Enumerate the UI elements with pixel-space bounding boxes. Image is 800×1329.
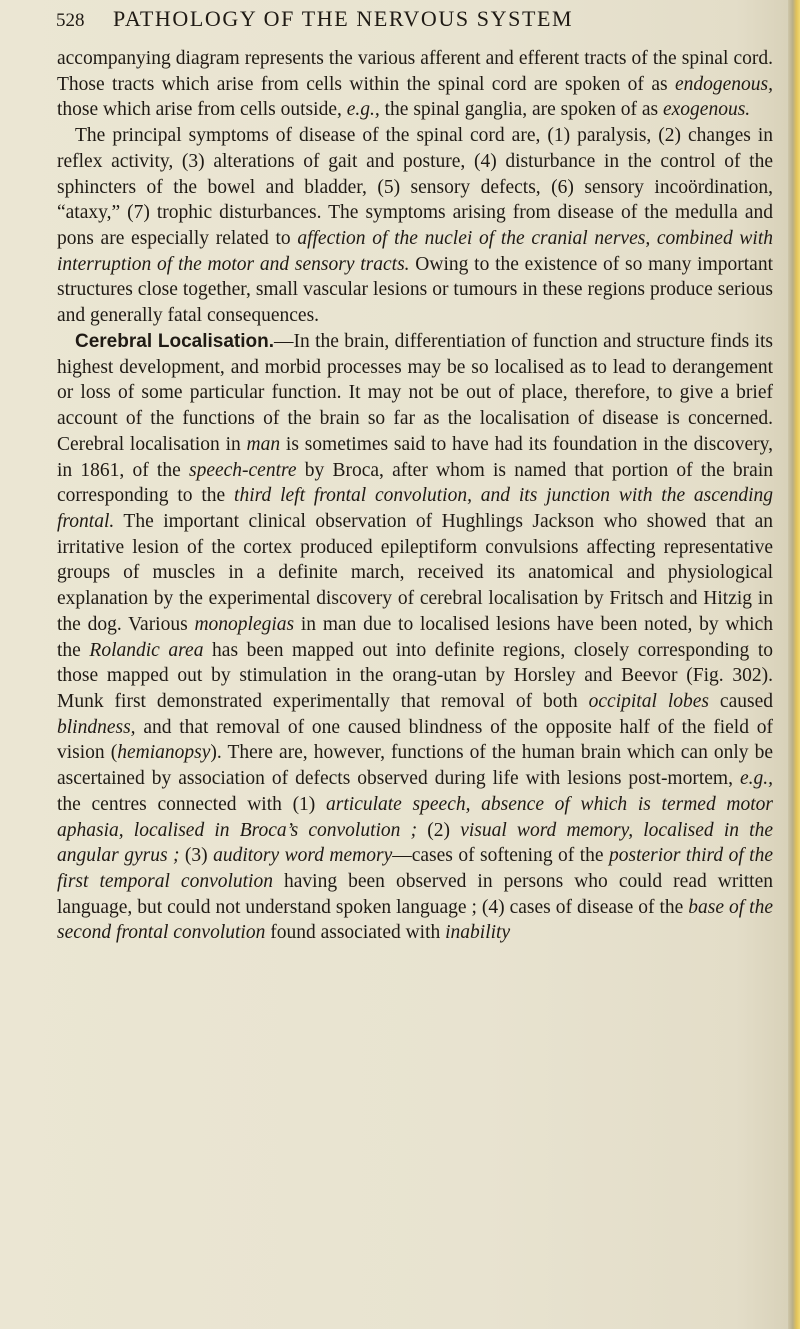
page-number: 528 [56, 10, 85, 31]
page-header [56, 6, 756, 36]
running-title: PATHOLOGY OF THE NERVOUS SYSTEM [113, 6, 574, 31]
body-text [57, 46, 773, 946]
section-heading: Cerebral Localisation. [75, 330, 274, 352]
paragraph-cerebral-localisation: Cerebral Localisation.—In the brain, differentiation of function and structure finds its highest development, and morbid processes may be so localised as to lead to derangement or loss of some particular function. It may not be out of place, therefore, to give a brief account of the functions of the brain so far as the localisation of disease is concerned. Cerebral localisation in man is sometimes said to have had its foundation in the discovery, in 1861, of the speech-centre by Broca, after whom is named that portion of the brain corresponding to the third left frontal convolution, and its junction with the ascending frontal. The important clinical observation of Hughlings Jackson who showed that an irritative lesion of the cortex produced epileptiform convulsions affecting representative groups of muscles in a definite march, received its anatomical and physiological explanation by the experimental discovery of cerebral localisation by Fritsch and Hitzig in the dog. Various monoplegias in man due to localised lesions have been noted, by which the Rolandic area has been mapped out into definite regions, closely corresponding to those mapped out by stimulation in the orang-utan by Horsley and Beevor (Fig. 302). Munk first demonstrated experimentally that removal of both occipital lobes caused blindness, and that removal of one caused blindness of the opposite half of the field of vision (hemianopsy). There are, however, functions of the human brain which can only be ascertained by association of defects observed during life with lesions post-mortem, e.g., the centres connected with (1) articulate speech, absence of which is termed motor aphasia, localised in Broca’s convolution ; (2) visual word memory, localised in the angular gyrus ; (3) auditory word memory—cases of softening of the posterior third of the first temporal convolution having been observed in persons who could read written language, but could not understand spoken language ; (4) cases of disease of the base of the second frontal convolution found associated with inability [57, 330, 774, 944]
paragraph-continued: accompanying diagram represents the various afferent and efferent tracts of the spinal cord. Those tracts which arise from cells within the spinal cord are spoken of as endogenous, those which arise from cells outside, e.g., the spinal ganglia, are spoken of as exogenous. [57, 48, 773, 121]
paragraph-symptoms: The principal symptoms of disease of the spinal cord are, (1) paralysis, (2) changes in reflex activity, (3) alterations of gait and posture, (4) disturbance in the control of the sphincters of the bowel and bladder, (5) sensory defects, (6) sensory incoördination, “ataxy,” (7) trophic disturbances. The symptoms arising from disease of the medulla and pons are especially related to affection of the nuclei of the cranial nerves, combined with interruption of the motor and sensory tracts. Owing to the existence of so many important structures close together, small vascular lesions or tumours in these regions produce serious and generally fatal consequences. [57, 125, 774, 327]
page-edge [788, 0, 800, 1329]
